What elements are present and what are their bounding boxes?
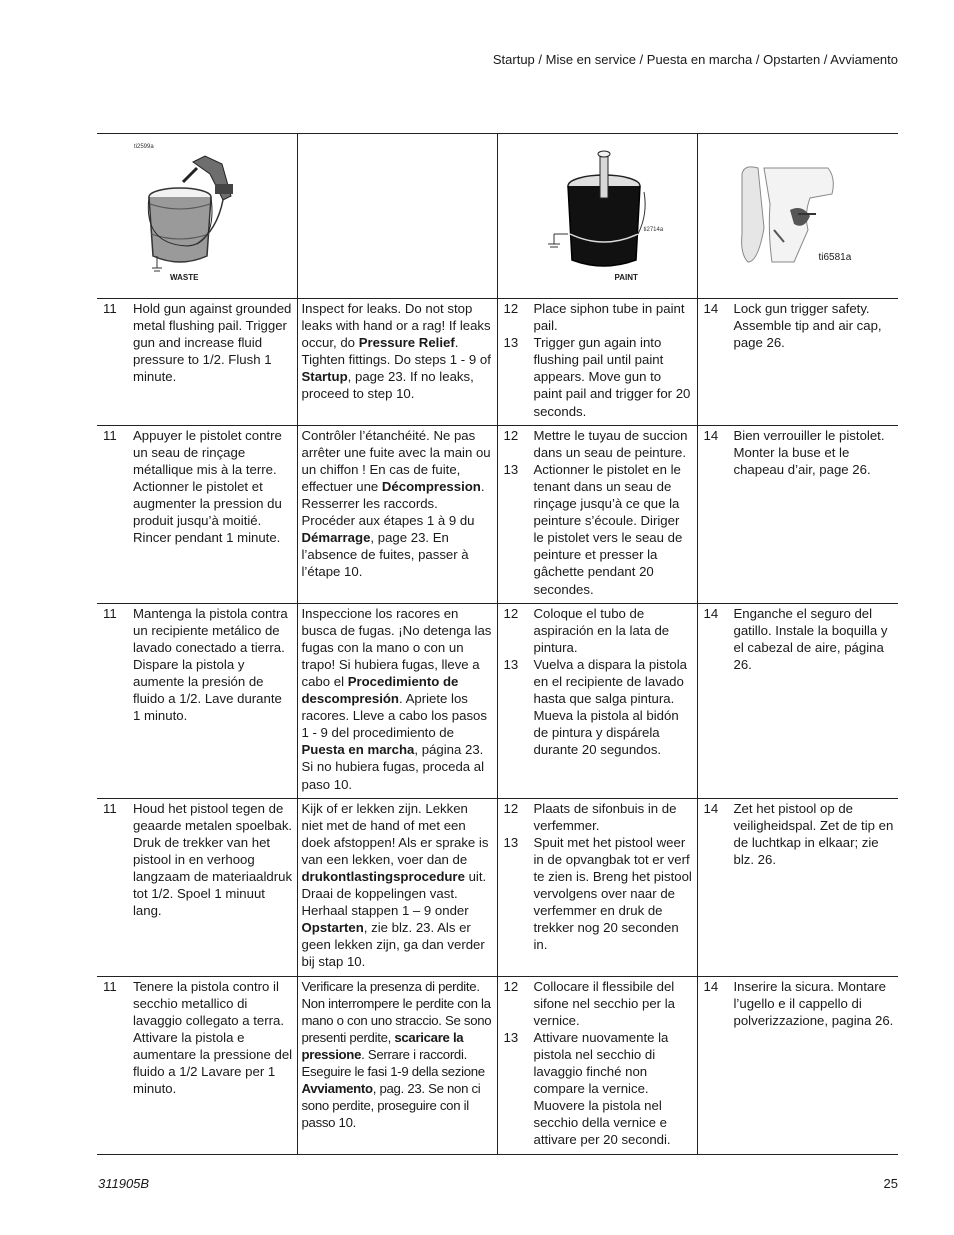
step-text: Plaats de sifonbuis in de verfemmer. xyxy=(533,800,677,833)
spray-gun-trigger-illustration xyxy=(698,134,899,298)
step-text: Actionner le pistolet en le tenant dans un seau de rinçage jusqu’à ce que la peinture s’écoule. Diriger le pistolet vers le seau de peinture et presser la gâchette pendant 20 secondes. xyxy=(533,461,683,597)
step-text: Appuyer le pistolet contre un seau de rinçage métallique mis à la terre. Actionner le pistolet et augmenter la pression du produit jusqu’à moitié. Rincer pendant 1 minute. xyxy=(133,427,282,546)
step-text: Tenere la pistola contro il secchio metallico di lavaggio collegato a terra. Attivare la pistola e aumentare la pressione del fluido a 1/2 Lavare per 1 minuto. xyxy=(133,978,293,1097)
figure-code: ti6581a xyxy=(818,252,852,263)
row-french: 11 Appuyer le pistolet contre un seau de rinçage métallique mis à la terre. Actionner le pistolet et augmenter la pression du produit jusqu’à moitié. Rincer pendant 1 minute. Contrôler l’étanchéité. Ne pas arrêter une fuite avec la main ou un chiffon ! En cas de fuite, effectuer une Décompression. Resserrer les raccords. Procéder aux étapes 1 à 9 du Démarrage, page 23. En l’absence de fuites, passer à l’étape 10. 12 Mettre le tuyau de succion dans un seau de peinture. 13 Actionner le pistolet en le tenant dans un seau de rinçage jusqu’à ce que la peinture s’écoule. Diriger le pistolet vers le seau de peinture et presser la gâchette pendant 20 secondes. 14 Bien verrouiller le pistolet. Monter la buse et le chapeau d’air, page 26. xyxy=(97,425,898,603)
step-text: Hold gun against grounded metal flushing pail. Trigger gun and increase fluid pressure to 1/2. Flush 1 minute. xyxy=(133,301,292,385)
step-text: Mantenga la pistola contra un recipiente metálico de lavado conectado a tierra. Dispare la pistola y aumente la presión de fluido a 1/2. Lave durante 1 minuto. xyxy=(133,605,288,724)
leak-check-text: Inspect for leaks. Do not stop leaks with hand or a rag! If leaks occur, do Pressure Relief. Tighten fittings. Do steps 1 - 9 of Startup, page 23. If no leaks, proceed to step 10. xyxy=(301,301,491,402)
figure-row xyxy=(97,134,898,299)
figure-label-waste: WASTE xyxy=(170,273,199,282)
leak-check-text: Contrôler l’étanchéité. Ne pas arrêter une fuite avec la main ou un chiffon ! En cas de fuite, effectuer une Décompression. Resserrer les raccords. Procéder aux étapes 1 à 9 du Démarrage, page 23. En l’absence de fuites, passer à l’étape 10. xyxy=(301,427,491,580)
figure-cell-empty xyxy=(297,134,497,299)
row-spanish: 11 Mantenga la pistola contra un recipiente metálico de lavado conectado a tierra. Dispare la pistola y aumente la presión de fluido a 1/2. Lave durante 1 minuto. Inspeccione los racores en busca de fugas. ¡No detenga las fugas con la mano o con un trapo! Si hubiera fugas, lleve a cabo el Procedimiento de descompresión. Apriete los racores. Lleve a cabo los pasos 1 - 9 del procedimiento de Puesta en marcha, página 23. Si no hubiera fugas, proceda al paso 10. 12 Coloque el tubo de aspiración en la lata de pintura. 13 Vuelva a dispara la pistola en el recipiente de lavado hasta que salga pintura. Mueva la pistola al bidón de pintura y dispárela durante 20 segundos. 14 Enganche el seguro del gatillo. Instale la boquilla y el cabezal de aire, página 26. xyxy=(97,603,898,798)
row-dutch: 11 Houd het pistool tegen de geaarde metalen spoelbak. Druk de trekker van het pistool in en verhoog langzaam de materiaaldruk tot 1/2. Spoel 1 minuut lang. Kijk of er lekken zijn. Lekken niet met de hand of met een doek afstoppen! Als er sprake is van een lekken, voer dan de drukontlastingsprocedure uit. Draai de koppelingen vast. Herhaal stappen 1 – 9 onder Opstarten, zie blz. 23. Als er geen lekken zijn, ga dan verder bij stap 10. 12 Plaats de sifonbuis in de verfemmer. 13 Spuit met het pistool weer in de opvangbak tot er verf te zien is. Breng het pistool vervolgens over naar de verfemmer en druk de trekker nog 20 seconden in. 14 Zet het pistool op de veiligheidspal. Zet de tip en de luchtkap in elkaar; zie blz. 26. xyxy=(97,798,898,976)
step-text: Inserire la sicura. Montare l’ugello e il cappello di polverizzazione, pagina 26. xyxy=(733,978,894,1028)
step-text: Spuit met het pistool weer in de opvangbak tot er verf te zien is. Breng het pistool vervolgens over naar de verfemmer en druk de trekker nog 20 seconden in. xyxy=(533,834,692,953)
leak-check-text: Inspeccione los racores en busca de fugas. ¡No detenga las fugas con la mano o con un trapo! Si hubiera fugas, lleve a cabo el Procedimiento de descompresión. Apriete los racores. Lleve a cabo los pasos 1 - 9 del procedimiento de Puesta en marcha, página 23. Si no hubiera fugas, proceda al paso 10. xyxy=(301,605,492,792)
step-text: Houd het pistool tegen de geaarde metalen spoelbak. Druk de trekker van het pistool in en verhoog langzaam de materiaaldruk tot 1/2. Spoel 1 minuut lang. xyxy=(133,800,293,919)
figure-code: ti2599a xyxy=(134,144,154,150)
figure-code: ti2714a xyxy=(643,227,664,233)
step-text: Trigger gun again into flushing pail until paint appears. Move gun to paint pail and trigger for 20 seconds. xyxy=(533,335,691,419)
row-italian: 11 Tenere la pistola contro il secchio metallico di lavaggio collegato a terra. Attivare la pistola e aumentare la pressione del fluido a 1/2 Lavare per 1 minuto. Verificare la presenza di perdite. Non interrompere le perdite con la mano o con uno straccio. Se sono presenti perdite, scaricare la pressione. Serrare i raccordi. Eseguire le fasi 1-9 della sezione Avviamento, pag. 23. Se non ci sono perdite, proseguire con il passo 10. 12 Collocare il flessibile del sifone nel secchio per la vernice. 13 Attivare nuovamente la pistola nel secchio di lavaggio finché non compare la vernice. Muovere la pistola nel secchio della vernice e attivare per 20 secondi. 14 Inserire la sicura. Montare l’ugello e il cappello di polverizzazione, pagina 26. xyxy=(97,976,898,1154)
document-number: 311905B xyxy=(98,1176,150,1191)
step-text: Collocare il flessibile del sifone nel secchio per la vernice. xyxy=(533,978,675,1028)
step-text: Place siphon tube in paint pail. xyxy=(533,301,685,334)
page-number: 25 xyxy=(883,1176,898,1191)
figure-label-paint: PAINT xyxy=(614,273,638,282)
step-text: Attivare nuovamente la pistola nel secchio di lavaggio finché non compare la vernice. Muovere la pistola nel secchio della vernice e attivare per 20 secondi. xyxy=(533,1029,671,1148)
figure-cell-gun xyxy=(697,134,898,299)
step-text: Coloque el tubo de aspiración en la lata de pintura. xyxy=(533,605,670,655)
figure-cell-paint xyxy=(497,134,697,299)
step-text: Bien verrouiller le pistolet. Monter la buse et le chapeau d’air, page 26. xyxy=(733,427,885,477)
paint-pail-illustration xyxy=(498,134,698,298)
step-text: Enganche el seguro del gatillo. Instale la boquilla y el cabezal de aire, página 26. xyxy=(733,605,888,672)
step-text: Mettre le tuyau de succion dans un seau de peinture. xyxy=(533,427,688,460)
steps-table xyxy=(97,133,898,1155)
figure-cell-waste xyxy=(97,134,297,299)
step-text: Lock gun trigger safety. Assemble tip and air cap, page 26. xyxy=(733,301,882,351)
page-header: Startup / Mise en service / Puesta en marcha / Opstarten / Avviamento xyxy=(492,52,898,67)
leak-check-text: Verificare la presenza di perdite. Non interrompere le perdite con la mano o con uno straccio. Se sono presenti perdite, scaricare la pressione. Serrare i raccordi. Eseguire le fasi 1-9 della sezione Avviamento, pag. 23. Se non ci sono perdite, proseguire con il passo 10. xyxy=(301,978,492,1131)
step-text: Vuelva a dispara la pistola en el recipiente de lavado hasta que salga pintura. Mueva la pistola al bidón de pintura y dispárela durante 20 segundos. xyxy=(533,656,687,758)
row-english: 11 Hold gun against grounded metal flushing pail. Trigger gun and increase fluid pressure to 1/2. Flush 1 minute. Inspect for leaks. Do not stop leaks with hand or a rag! If leaks occur, do Pressure Relief. Tighten fittings. Do steps 1 - 9 of Startup, page 23. If no leaks, proceed to step 10. 12 Place siphon tube in paint pail. 13 Trigger gun again into flushing pail until paint appears. Move gun to paint pail and trigger for 20 seconds. 14 Lock gun trigger safety. Assemble tip and air cap, page 26. xyxy=(97,299,898,426)
step-text: Zet het pistool op de veiligheidspal. Zet de tip en de luchtkap in elkaar; zie blz. 26. xyxy=(733,800,894,867)
leak-check-text: Kijk of er lekken zijn. Lekken niet met de hand of met een doek afstoppen! Als er sprake is van een lekken, voer dan de drukontlastingsprocedure uit. Draai de koppelingen vast. Herhaal stappen 1 – 9 onder Opstarten, zie blz. 23. Als er geen lekken zijn, ga dan verder bij stap 10. xyxy=(301,800,489,970)
